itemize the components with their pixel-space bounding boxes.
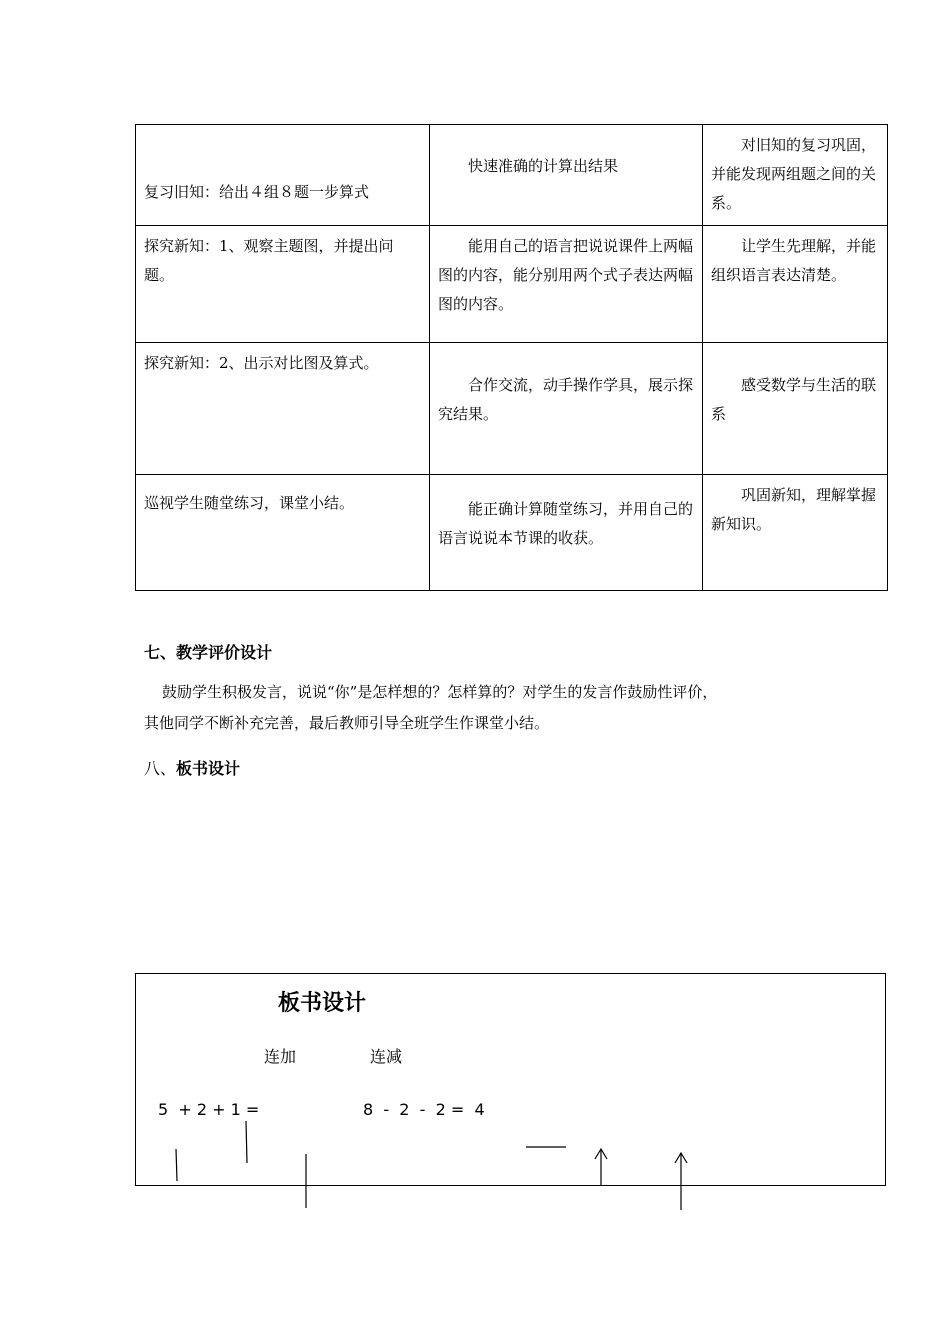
student-activity: 快速准确的计算出结果 bbox=[468, 157, 619, 175]
student-activity: 合作交流，动手操作学具，展示探究结果。 bbox=[438, 376, 694, 423]
teacher-activity: 探究新知：2、出示对比图及算式。 bbox=[144, 354, 379, 372]
arrow-up-icon bbox=[675, 1153, 687, 1210]
design-intent: 巩固新知，理解掌握新知识。 bbox=[711, 486, 877, 533]
label-sub: 连减 bbox=[370, 1047, 403, 1066]
equation-add: 5 + 2 + 1 = bbox=[158, 1100, 260, 1119]
equation-sub: 8 - 2 - 2 = 4 bbox=[363, 1100, 485, 1119]
section-7-title: 七、教学评价设计 bbox=[144, 643, 273, 662]
section-7-line-2: 其他同学不断补充完善，最后教师引导全班学生作课堂小结。 bbox=[144, 714, 550, 732]
board-title: 板书设计 bbox=[278, 991, 367, 1016]
section-8-title-text: 板书设计 bbox=[176, 759, 241, 778]
tick-line-1 bbox=[176, 1149, 177, 1181]
section-8-number: 八、 bbox=[144, 759, 177, 778]
design-intent: 让学生先理解，并能组织语言表达清楚。 bbox=[711, 237, 877, 284]
arrow-up-icon bbox=[595, 1149, 607, 1186]
label-add: 连加 bbox=[264, 1047, 297, 1066]
section-7-line-1: 鼓励学生积极发言，说说“你”是怎样想的？怎样算的？对学生的发言作鼓励性评价， bbox=[162, 683, 718, 701]
teacher-activity: 巡视学生随堂练习，课堂小结。 bbox=[144, 494, 355, 512]
teacher-activity: 复习旧知：给出４组８题一步算式 bbox=[144, 183, 370, 201]
teacher-activity: 探究新知：1、观察主题图，并提出问题。 bbox=[144, 237, 394, 284]
design-intent: 感受数学与生活的联系 bbox=[711, 376, 877, 423]
student-activity: 能用自己的语言把说说课件上两幅图的内容，能分别用两个式子表达两幅图的内容。 bbox=[438, 237, 694, 313]
student-activity: 能正确计算随堂练习，并用自己的语言说说本节课的收获。 bbox=[438, 500, 694, 547]
tick-line-2 bbox=[246, 1121, 247, 1163]
design-intent: 对旧知的复习巩固，并能发现两组题之间的关系。 bbox=[711, 136, 877, 212]
